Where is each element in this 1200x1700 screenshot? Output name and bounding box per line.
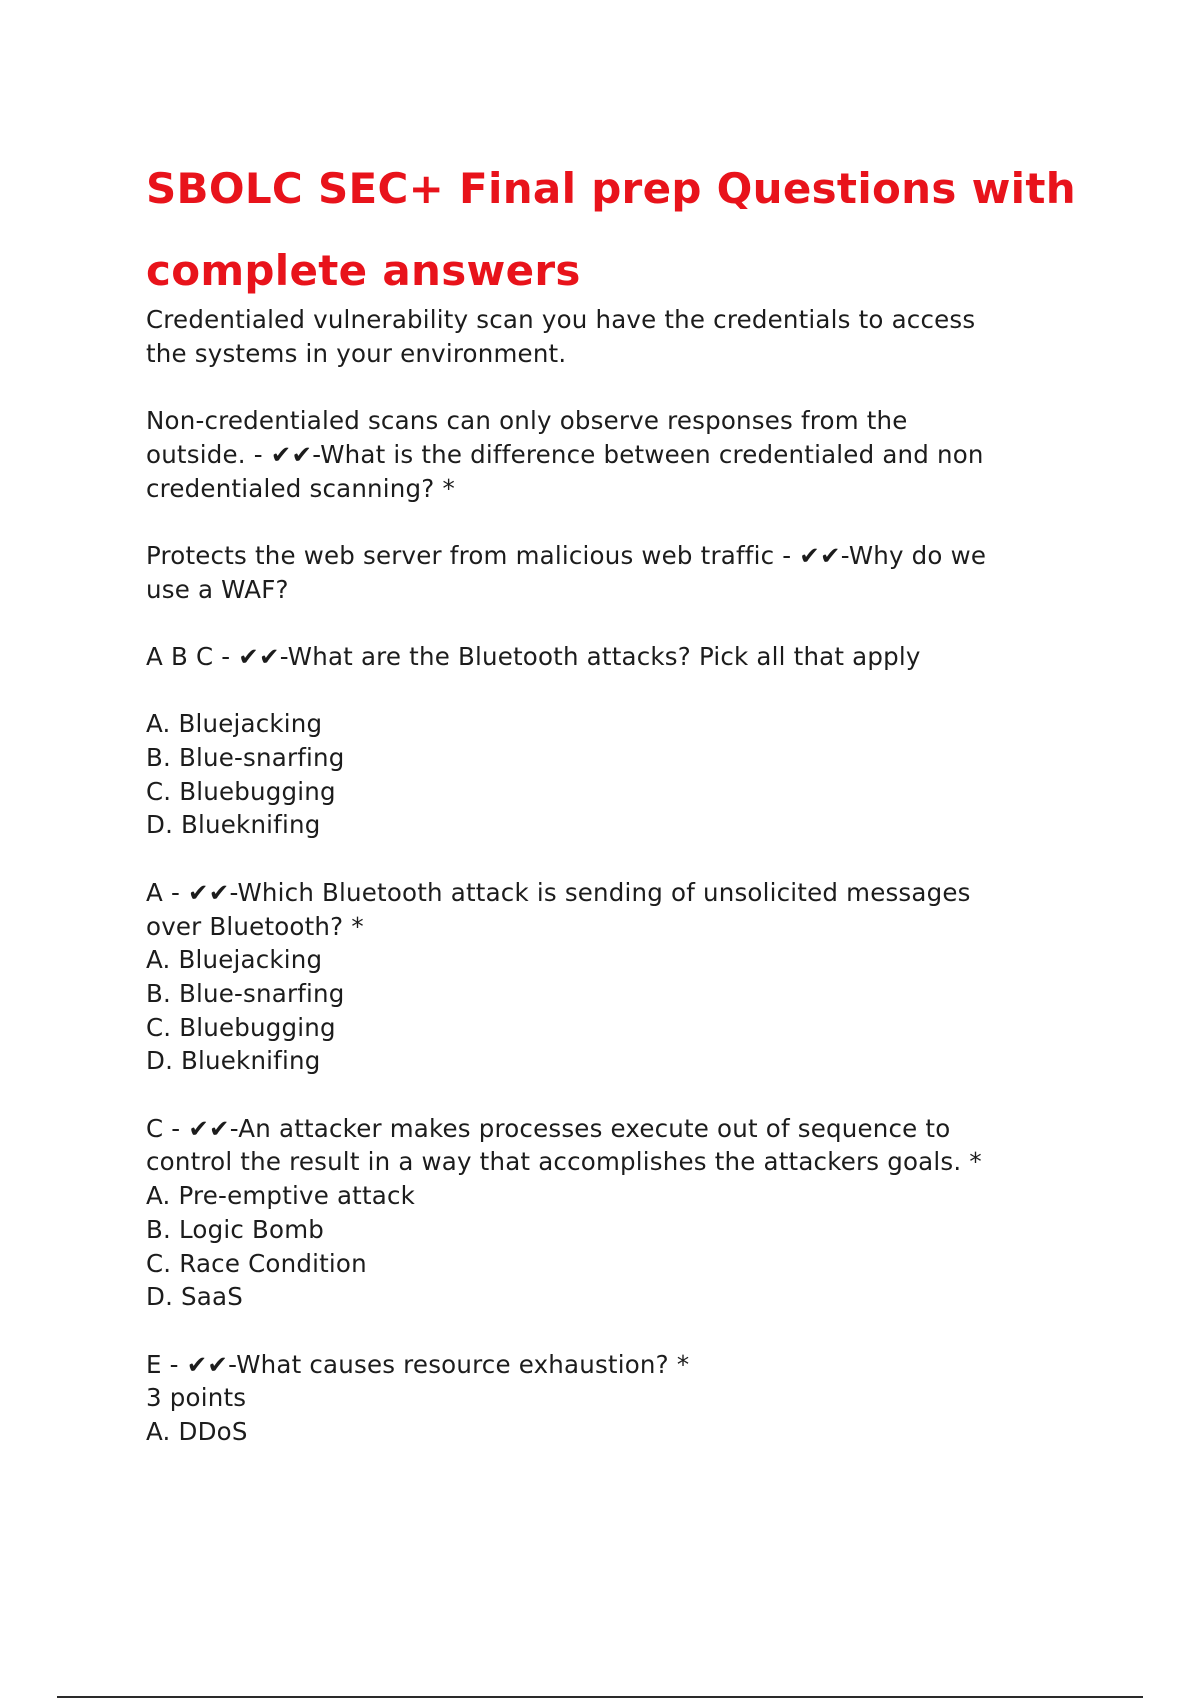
option-item: C. Bluebugging (146, 776, 336, 806)
intro-line: the systems in your environment. (146, 338, 567, 368)
answer-text: Protects the web server from malicious web traffic - (146, 540, 800, 570)
document-title: SBOLC SEC+ Final prep Questions with complete answers (146, 164, 1076, 295)
qa-item (146, 404, 1086, 505)
check-marks-icon: ✔✔ (188, 1113, 230, 1143)
intro-paragraph (146, 303, 1086, 370)
check-marks-icon: ✔✔ (270, 439, 313, 469)
intro-line: Credentialed vulnerability scan you have the credentials to access (146, 305, 976, 334)
check-marks-icon: ✔✔ (187, 877, 230, 907)
check-marks-icon: ✔✔ (238, 641, 280, 671)
option-item: B. Logic Bomb (146, 1214, 325, 1244)
option-item: B. Blue-snarfing (146, 743, 345, 773)
qa-item (146, 1348, 1086, 1449)
question-line (146, 640, 1086, 674)
question-text: -What is the difference between credentialed and non (312, 439, 984, 469)
question-line (146, 539, 1086, 573)
question-text: -What are the Bluetooth attacks? Pick all that apply (279, 641, 921, 671)
option-item: A. Pre-emptive attack (146, 1181, 416, 1211)
option-item: A. Bluejacking (146, 945, 323, 975)
question-line: credentialed scanning? * (146, 473, 455, 503)
question-line: over Bluetooth? * (146, 911, 364, 941)
question-text: -Why do we (840, 540, 987, 570)
question-text: -What causes resource exhaustion? * (228, 1349, 690, 1379)
qa-item (146, 876, 1086, 1078)
answer-text: A - (146, 877, 188, 907)
option-item: C. Bluebugging (146, 1012, 336, 1042)
document-body (146, 303, 1086, 1482)
question-line: control the result in a way that accomplishes the attackers goals. * (146, 1147, 982, 1177)
qa-item (146, 640, 1086, 674)
answer-text: outside. - (146, 439, 271, 469)
answer-text: Non-credentialed scans can only observe responses from the (146, 406, 908, 436)
qa-item (146, 1112, 1086, 1314)
option-item: D. Blueknifing (146, 1046, 321, 1076)
question-text: -An attacker makes processes execute out of sequence to (229, 1113, 951, 1143)
question-line (146, 438, 1086, 472)
option-item: B. Blue-snarfing (146, 978, 345, 1008)
question-line (146, 1348, 1086, 1382)
question-line: use a WAF? (146, 574, 289, 604)
answer-text: A B C - (146, 641, 239, 671)
check-marks-icon: ✔✔ (799, 540, 841, 570)
check-marks-icon: ✔✔ (186, 1349, 229, 1379)
option-item: D. Blueknifing (146, 810, 321, 840)
points-text: 3 points (146, 1383, 247, 1413)
qa-item (146, 539, 1086, 606)
answer-text: C - (146, 1113, 189, 1143)
question-line (146, 1112, 1086, 1146)
page-bottom-rule (57, 1696, 1143, 1698)
option-item: A. DDoS (146, 1417, 248, 1447)
question-text: -Which Bluetooth attack is sending of unsolicited messages (229, 877, 971, 907)
question-line (146, 876, 1086, 910)
answer-text: E - (146, 1349, 187, 1379)
option-list (146, 707, 1086, 842)
option-item: A. Bluejacking (146, 709, 323, 739)
option-item: D. SaaS (146, 1282, 243, 1312)
option-item: C. Race Condition (146, 1248, 367, 1278)
